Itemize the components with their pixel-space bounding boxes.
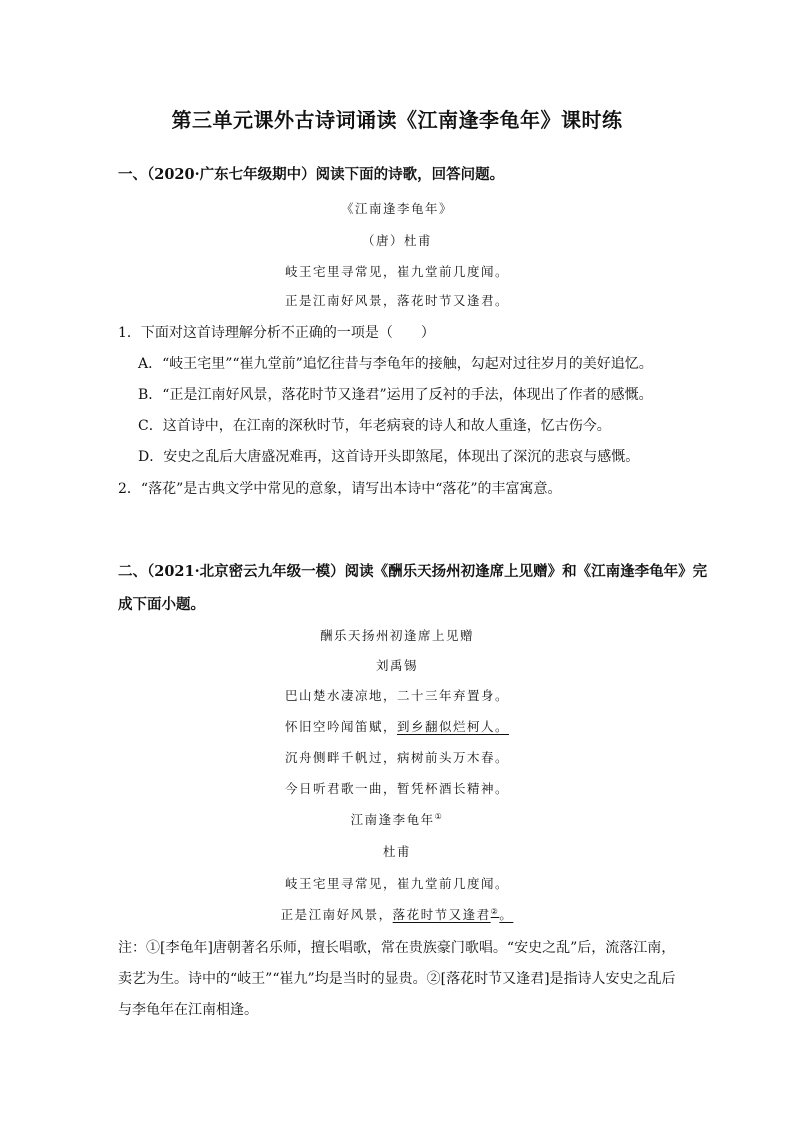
option-b: B．“正是江南好风景，落花时节又逢君”运用了反衬的手法，体现出了作者的感慨。 xyxy=(138,387,653,403)
page-title: 第三单元课外古诗词诵读《江南逢李龟年》课时练 xyxy=(171,108,623,132)
poem1-line-underlined xyxy=(0,717,794,735)
poem2-line: 岐王宅里寻常见，崔九堂前几度闻。 xyxy=(284,876,509,891)
option-a: A．“岐王宅里”“崔九堂前”追忆往昔与李龟年的接触，勾起对过往岁月的美好追忆。 xyxy=(138,356,653,372)
poem2-title xyxy=(0,810,794,828)
poem-title: 《江南逢李龟年》 xyxy=(340,201,453,216)
poem2-author: 杜甫 xyxy=(382,844,411,859)
poem-author: （唐）杜甫 xyxy=(361,233,432,248)
note-line: 卖艺为生。诗中的“岐王”“崔九”均是当时的显贵。②[落花时节又逢君]是指诗人安史之乱后 xyxy=(118,971,676,987)
poem2-line-underlined xyxy=(0,905,794,923)
poem1-line: 今日听君歌一曲，暂凭杯酒长精神。 xyxy=(284,781,509,796)
underlined-text: 到乡翻似烂柯人 xyxy=(396,719,495,734)
poem-line: 正是江南好风景，落花时节又逢君。 xyxy=(284,293,509,308)
poem-text: 正是江南好风景， xyxy=(280,907,393,922)
note-line: 与李龟年在江南相逢。 xyxy=(118,1002,258,1018)
option-d: D．安史之乱后大唐盛况难再，这首诗开头即煞尾，体现出了深沉的悲哀与感慨。 xyxy=(138,449,640,465)
section1-heading: 一、（2020·广东七年级期中）阅读下面的诗歌，回答问题。 xyxy=(118,166,505,183)
poem1-line: 巴山楚水凄凉地，二十三年弃置身。 xyxy=(284,688,509,703)
poem-punct: 。 xyxy=(499,907,514,922)
poem2-title-text: 江南逢李龟年 xyxy=(350,812,435,827)
poem1-line: 沉舟侧畔千帆过，病树前头万木春。 xyxy=(284,750,509,765)
note-line: 注：①[李龟年]唐朝著名乐师，擅长唱歌，常在贵族豪门歌唱。“安史之乱”后，流落江南， xyxy=(118,940,676,956)
question-2: 2．“落花”是古典文学中常见的意象，请写出本诗中“落花”的丰富寓意。 xyxy=(118,481,562,497)
poem-text: 怀旧空吟闻笛赋， xyxy=(284,719,397,734)
poem-punct: 。 xyxy=(495,719,510,734)
poem1-title: 酬乐天扬州初逢席上见赠 xyxy=(319,628,474,643)
underlined-text: 落花时节又逢君 xyxy=(392,907,491,922)
footnote-mark: ① xyxy=(434,811,444,821)
footnote-mark: ② xyxy=(490,906,500,916)
question-1: 1．下面对这首诗理解分析不正确的一项是（ ） xyxy=(118,325,435,341)
section2-heading: 二、（2021·北京密云九年级一模）阅读《酬乐天扬州初逢席上见赠》和《江南逢李龟年》完 xyxy=(118,563,708,580)
option-c: C．这首诗中，在江南的深秋时节，年老病衰的诗人和故人重逢，忆古伤今。 xyxy=(138,418,611,434)
poem1-author: 刘禹锡 xyxy=(375,658,418,673)
poem-line: 岐王宅里寻常见，崔九堂前几度闻。 xyxy=(284,264,509,279)
section2-heading-cont: 成下面小题。 xyxy=(118,596,205,613)
